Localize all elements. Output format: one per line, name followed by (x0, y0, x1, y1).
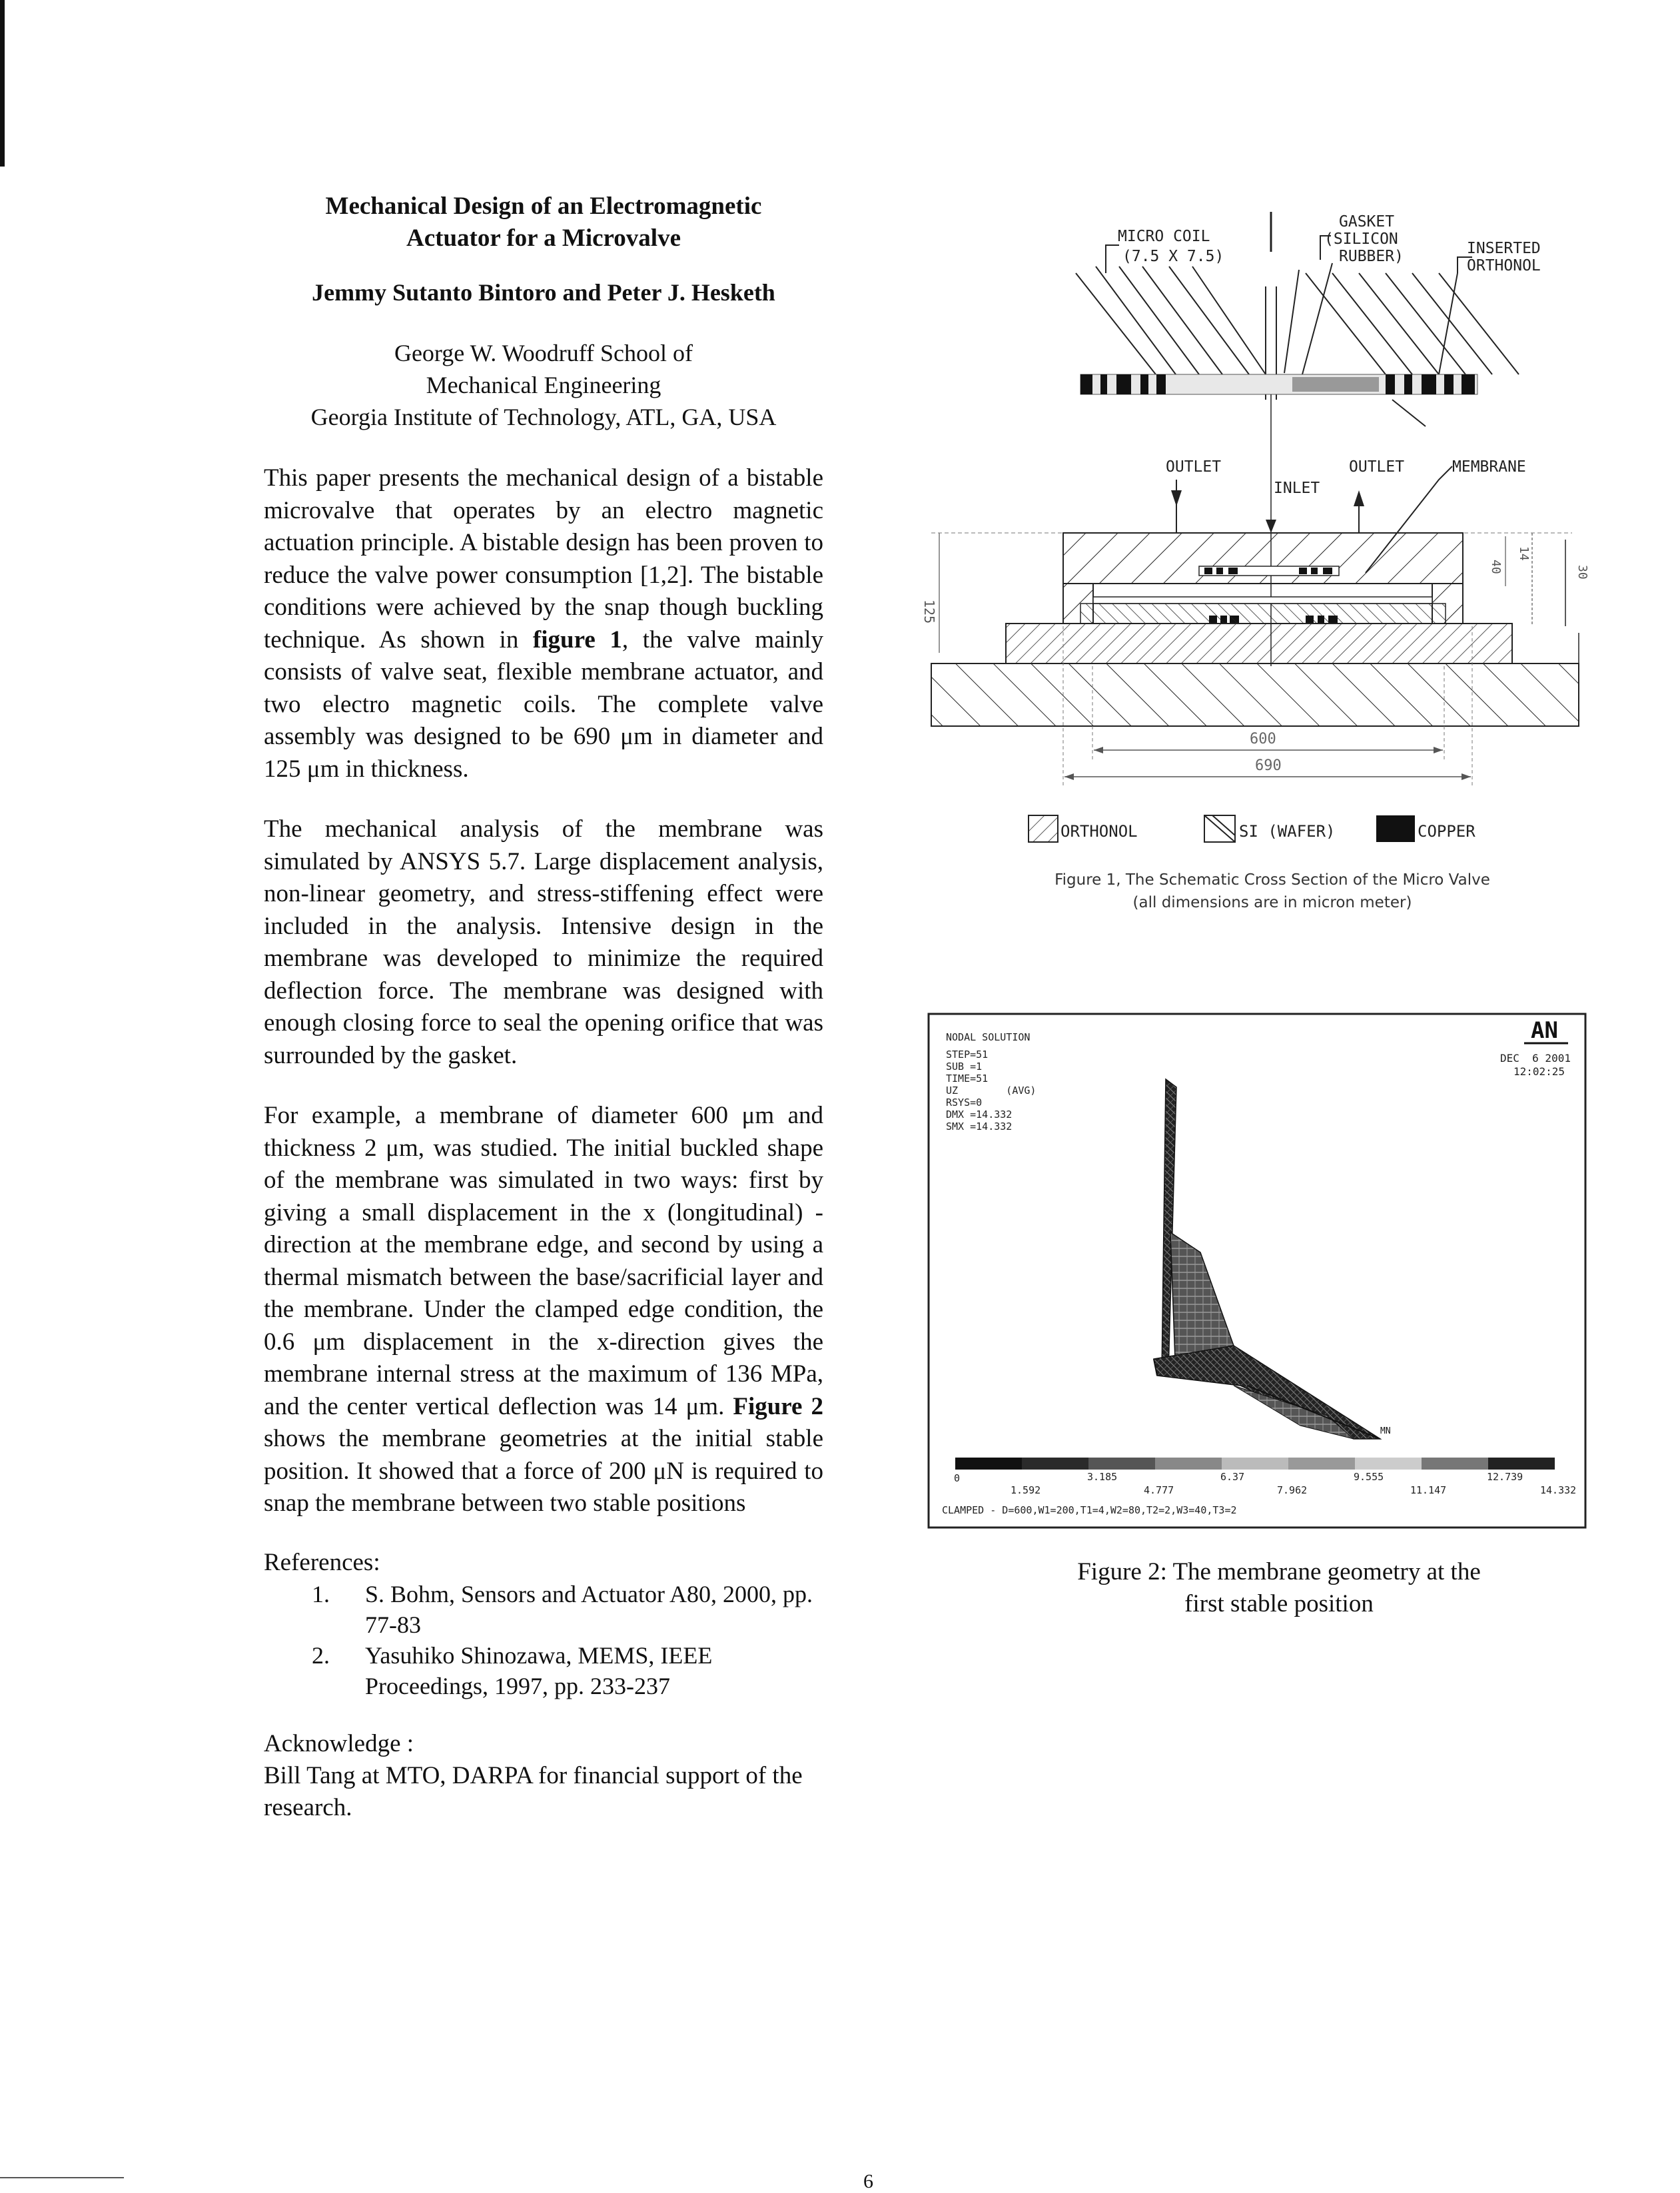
ansys-header-line: DMX =14.332 (946, 1108, 1013, 1120)
ansys-header-line: SMX =14.332 (946, 1120, 1013, 1132)
ansys-header-line: TIME=51 (946, 1073, 989, 1085)
ansys-header-line: NODAL SOLUTION (946, 1031, 1031, 1043)
legend-label-copper: COPPER (1418, 822, 1475, 841)
figure-1-caption-line-2: (all dimensions are in micron meter) (1132, 894, 1412, 911)
affiliation-line-1: George W. Woodruff School of (394, 340, 693, 366)
scale-label-bottom: 7.962 (1277, 1484, 1308, 1496)
figure-2-caption-line-2: first stable position (1184, 1590, 1374, 1617)
dimension-600: 600 (1250, 731, 1276, 747)
left-column (264, 191, 823, 1824)
reference-text: S. Bohm, Sensors and Actuator A80, 2000, pp. 77-83 (365, 1580, 813, 1638)
schematic-drawing (906, 200, 1612, 866)
ansys-header-line: UZ (AVG) (946, 1085, 1037, 1096)
figure-1-caption-line-1: Figure 1, The Schematic Cross Section of the Micro Valve (1054, 871, 1490, 889)
ansys-header-line: RSYS=0 (946, 1096, 983, 1108)
legend-label-si-wafer: SI (WAFER) (1239, 822, 1336, 841)
label-gasket-material-1: (SILICON (1324, 230, 1398, 248)
contour-color-scale (955, 1458, 1555, 1470)
dimension-14: 14 (1517, 546, 1531, 561)
ansys-logo: AN (1531, 1017, 1558, 1044)
authors: Jemmy Sutanto Bintoro and Peter J. Hesketh (312, 279, 775, 306)
dimension-40: 40 (1489, 560, 1503, 574)
ansys-plot-drawing (927, 1013, 1587, 1529)
figure2-reference: Figure 2 (733, 1392, 823, 1420)
example-text-b: shows the membrane geometries at the initial stable position. It showed that a force of 200 μN is required to snap the membrane between two stable positions (264, 1425, 823, 1517)
affiliation (264, 337, 823, 433)
label-gasket-material-2: RUBBER) (1339, 248, 1404, 265)
references-heading: References: (264, 1548, 380, 1576)
scale-label-top: 9.555 (1354, 1471, 1384, 1483)
ansys-header-line: STEP=51 (946, 1049, 989, 1061)
reference-text: Yasuhiko Shinozawa, MEMS, IEEE Proceedings, 1997, pp. 233-237 (365, 1641, 713, 1699)
intro-text-b: , the valve mainly consists of valve seat, flexible membrane actuator, and two electro magnetic coils. The complete valve assembly was designed to be 690 μm in diameter and 125 μm in thickness. (264, 626, 823, 783)
scale-label-top: 6.37 (1220, 1471, 1245, 1483)
scale-label-bottom: 4.777 (1144, 1484, 1174, 1496)
page-edge-rule (0, 0, 5, 167)
example-text-a: For example, a membrane of diameter 600 μm and thickness 2 μm, was studied. The initial buckled shape of the membrane was simulated in two ways: first by giving a small displacement in the x (longitudinal) - direction at the membrane edge, and second by using a thermal mismatch between the base/sacrificial layer and the membrane. Under the clamped edge condition, the 0.6 μm displacement in the x-direction gives the membrane internal stress at the maximum of 136 MPa, and the center vertical deflection was 14 μm. (264, 1102, 823, 1420)
dimension-30: 30 (1575, 565, 1589, 580)
footer-rule (0, 2177, 124, 2178)
label-membrane: MEMBRANE (1452, 458, 1526, 476)
paragraph-example (264, 1100, 823, 1520)
label-micro-coil-size: (7.5 X 7.5) (1122, 248, 1224, 265)
label-inserted: INSERTED (1467, 240, 1541, 257)
scale-label-top: 12.739 (1487, 1471, 1523, 1483)
figure-2-ansys-plot (927, 1013, 1587, 1529)
reference-item (264, 1640, 823, 1701)
upper-coil-hatching (1076, 263, 1519, 374)
label-gasket: GASKET (1339, 213, 1395, 230)
scale-label-bottom: 14.332 (1540, 1484, 1577, 1496)
legend-swatch-copper (1376, 815, 1415, 842)
label-outlet-right: OUTLET (1349, 458, 1405, 476)
scale-label-bottom: 11.147 (1410, 1484, 1447, 1496)
figure-1-schematic (906, 200, 1612, 933)
ansys-header-line: SUB =1 (946, 1061, 983, 1073)
ansys-date: DEC 6 2001 (1500, 1052, 1571, 1065)
title-line-1: Mechanical Design of an Electromagnetic (325, 193, 762, 220)
page-number: 6 (863, 2170, 873, 2192)
intro-text-a: This paper presents the mechanical design of a bistable microvalve that operates by an electro magnetic actuation principle. A bistable design has been proven to reduce the valve power consumption [1,2]. The bistable conditions were achieved by the snap though buckling technique. As shown in (264, 464, 823, 654)
dimension-690: 690 (1255, 757, 1282, 774)
reference-number: 1. (312, 1580, 330, 1607)
dimension-125: 125 (921, 600, 937, 624)
label-micro-coil: MICRO COIL (1118, 228, 1210, 245)
acknowledge-heading: Acknowledge : (264, 1729, 414, 1757)
figure-2-caption-line-1: Figure 2: The membrane geometry at the (1077, 1558, 1481, 1585)
label-inserted-orthonol: ORTHONOL (1467, 257, 1541, 274)
paper-title (264, 191, 823, 254)
scale-label-bottom: 1.592 (1011, 1484, 1041, 1496)
scale-label-top: 3.185 (1087, 1471, 1118, 1483)
scale-label-top: 0 (954, 1472, 961, 1484)
legend-swatch-orthonol (1029, 815, 1058, 842)
ansys-footer: CLAMPED - D=600,W1=200,T1=4,W2=80,T2=2,W3=40,T3=2 (942, 1504, 1237, 1516)
paragraph-analysis: The mechanical analysis of the membrane was simulated by ANSYS 5.7. Large displacement analysis, non-linear geometry, and stress-stiffening effect were included in the analysis. Intensive design in the membrane was developed to minimize the required deflection force. The membrane was designed with enough closing force to seal the opening orifice that was surrounded by the gasket. (264, 815, 823, 1069)
acknowledge-text: Bill Tang at MTO, DARPA for financial support of the research. (264, 1761, 803, 1821)
figure1-reference: figure 1 (532, 626, 622, 654)
label-inlet: INLET (1274, 480, 1320, 497)
ansys-time: 12:02:25 (1513, 1065, 1565, 1078)
paragraph-intro (264, 462, 823, 785)
reference-number: 2. (312, 1641, 330, 1669)
ansys-min-marker: MN (1380, 1426, 1391, 1436)
reference-item (264, 1579, 823, 1640)
title-line-2: Actuator for a Microvalve (406, 224, 681, 252)
figure-2-caption (999, 1556, 1559, 1620)
figure-1-caption (946, 869, 1599, 914)
affiliation-line-2: Mechanical Engineering (426, 372, 661, 398)
affiliation-line-3: Georgia Institute of Technology, ATL, GA, USA (310, 404, 777, 430)
label-outlet-left: OUTLET (1166, 458, 1222, 476)
legend-label-orthonol: ORTHONOL (1060, 822, 1138, 841)
